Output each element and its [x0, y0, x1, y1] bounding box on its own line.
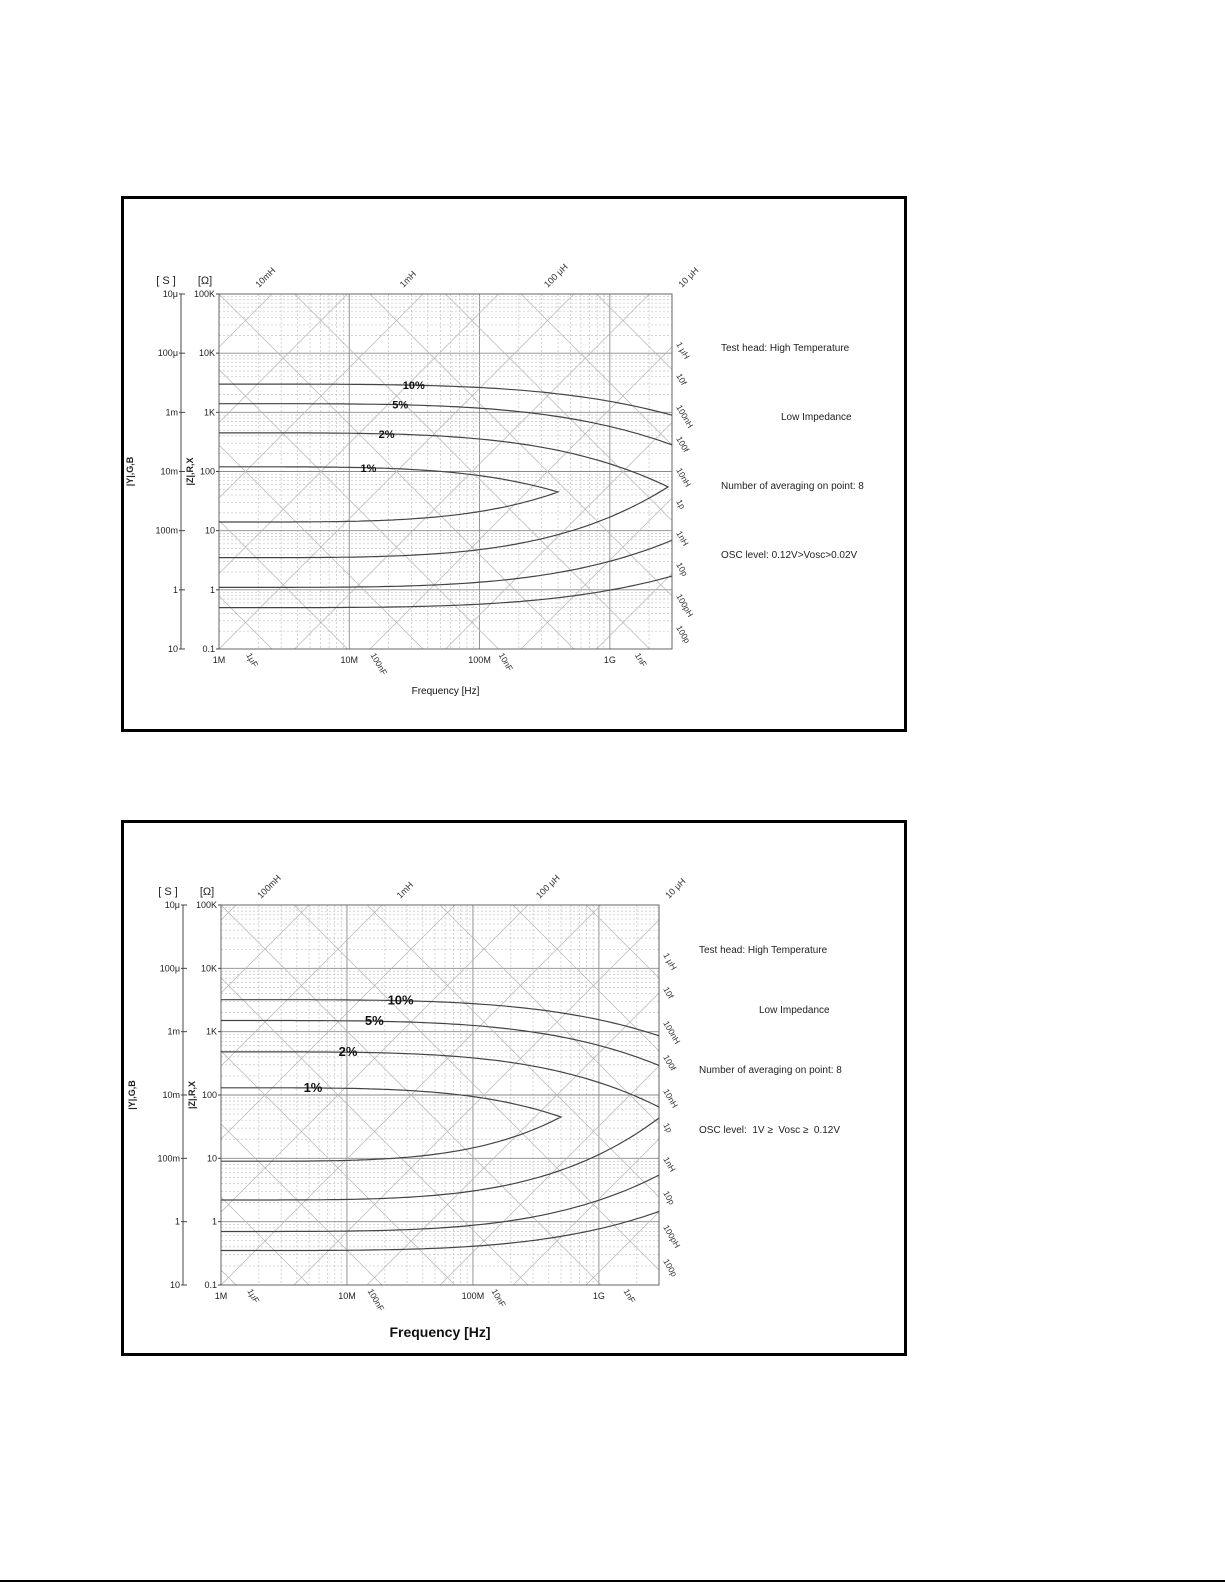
lc-right-label: 10nH — [674, 466, 694, 489]
capacitance-line — [294, 905, 750, 1353]
impedance-tick-label: 1 — [209, 584, 215, 595]
lc-right-label: 100nH — [674, 403, 696, 430]
admittance-tick-label: 100μ — [157, 348, 178, 359]
frequency-axis-title: Frequency [Hz] — [389, 1324, 491, 1340]
impedance-tick-label: 100K — [195, 900, 217, 910]
lc-right-label: 1p — [674, 497, 688, 511]
capacitance-line — [124, 905, 239, 1353]
inductance-top-label: 100 μH — [534, 872, 562, 901]
page-bottom-rule — [0, 1580, 1225, 1582]
series-label: 10% — [402, 380, 425, 393]
chart-panel-2 — [121, 820, 907, 1356]
impedance-unit-label: [Ω] — [199, 886, 215, 898]
impedance-tick-label: 100K — [193, 289, 215, 299]
accuracy-contours — [219, 384, 711, 607]
impedance-axis-title: |Z|,R,X — [187, 1080, 197, 1110]
info-line: OSC level: 1V ≥ Vosc ≥ 0.12V — [699, 1125, 841, 1136]
admittance-tick-label: 10m — [162, 1090, 180, 1100]
capacitance-bottom-label: 10nF — [496, 651, 516, 673]
capacitance-bottom-label: 100nF — [368, 651, 390, 677]
impedance-tick-label: 100 — [201, 1090, 217, 1100]
info-line: Low Impedance — [781, 412, 852, 423]
impedance-tick-label: 100 — [199, 466, 215, 477]
accuracy-contour-1pct — [221, 1088, 561, 1161]
test-conditions-2 — [699, 901, 842, 1181]
test-conditions-1 — [721, 291, 864, 613]
inductance-top-label: 10mH — [253, 265, 278, 290]
series-label: 1% — [303, 1079, 323, 1095]
admittance-tick-label: 1 — [174, 1216, 180, 1227]
admittance-tick-label: 10 — [167, 644, 178, 654]
impedance-tick-label: 10 — [206, 1153, 217, 1164]
frequency-tick-label: 1G — [592, 1291, 605, 1301]
accuracy-contour-10pct — [221, 1000, 697, 1251]
admittance-tick-label: 10μ — [164, 900, 180, 910]
lc-right-label: 1nH — [674, 529, 691, 548]
inductance-top-label: 100 μH — [542, 261, 570, 290]
info-line: Test head: High Temperature — [721, 343, 850, 354]
lc-right-label: 100p — [674, 623, 693, 645]
frequency-axis-title: Frequency [Hz] — [411, 686, 480, 697]
capacitance-bottom-label: 1μF — [245, 1287, 262, 1305]
capacitance-bottom-label: 1μF — [244, 651, 261, 669]
admittance-tick-label: 1 — [172, 584, 178, 595]
capacitance-line — [221, 905, 680, 1353]
lc-right-label: 10f — [661, 985, 676, 1001]
lc-right-label: 100f — [674, 434, 692, 454]
accuracy-contour-2pct — [221, 1052, 667, 1200]
lc-right-label: 10p — [661, 1189, 678, 1207]
impedance-tick-label: 1K — [205, 1026, 217, 1037]
inductance-top-label: 10 μH — [663, 876, 688, 901]
series-label: 2% — [378, 428, 395, 441]
capacitance-line — [124, 905, 312, 1353]
lc-right-label: 100pH — [661, 1223, 683, 1250]
inductance-top-label: 1mH — [397, 268, 419, 290]
impedance-tick-label: 1 — [211, 1216, 217, 1227]
impedance-tick-label: 1K — [203, 407, 215, 418]
inductance-top-label: 10 μH — [676, 265, 701, 290]
impedance-tick-label: 0.1 — [202, 644, 215, 654]
inductance-top-label: 1mH — [394, 879, 416, 901]
impedance-unit-label: [Ω] — [197, 275, 213, 287]
series-label: 1% — [360, 462, 377, 475]
impedance-tick-label: 10 — [204, 525, 215, 536]
admittance-tick-label: 1m — [165, 407, 178, 418]
accuracy-contours — [221, 1000, 697, 1251]
info-line: Low Impedance — [759, 1005, 830, 1016]
lc-right-label: 100f — [661, 1053, 679, 1073]
inductance-line — [124, 829, 312, 1285]
frequency-tick-label: 1M — [214, 1291, 228, 1301]
frequency-tick-label: 1G — [603, 655, 616, 665]
lc-right-label: 100pH — [674, 592, 696, 619]
capacitance-bottom-label: 1nF — [632, 651, 649, 669]
admittance-axis-title: |Y|,G,B — [127, 1080, 137, 1110]
impedance-axis-title: |Z|,R,X — [185, 457, 195, 486]
admittance-tick-label: 1m — [167, 1026, 180, 1037]
series-label: 5% — [392, 399, 409, 412]
lc-right-label: 100p — [661, 1257, 680, 1279]
impedance-tick-label: 0.1 — [204, 1280, 217, 1290]
info-line: OSC level: 0.12V>Vosc>0.02V — [721, 550, 858, 561]
admittance-tick-label: 100m — [155, 525, 178, 536]
admittance-unit-label: [ S ] — [158, 886, 178, 898]
accuracy-contour-10pct — [219, 384, 711, 607]
frequency-tick-label: 10M — [340, 655, 359, 665]
frequency-tick-label: 100M — [461, 1291, 485, 1301]
lc-right-label: 10nH — [661, 1087, 681, 1110]
capacitance-bottom-label: 10nF — [489, 1287, 508, 1309]
frequency-tick-label: 10M — [338, 1291, 356, 1301]
accuracy-contour-5pct — [219, 404, 711, 588]
capacitance-line — [124, 294, 494, 720]
admittance-axis-title: |Y|,G,B — [125, 456, 135, 487]
lc-right-label: 10p — [674, 560, 691, 578]
lc-right-label: 1 μH — [674, 340, 692, 361]
lc-right-label: 1p — [661, 1121, 675, 1135]
capacitance-bottom-label: 1nF — [621, 1287, 638, 1305]
admittance-tick-label: 10μ — [162, 289, 178, 299]
admittance-tick-label: 100μ — [159, 963, 180, 974]
info-line: Test head: High Temperature — [699, 945, 828, 956]
inductance-line — [124, 223, 268, 649]
series-label: 2% — [338, 1044, 358, 1060]
frequency-tick-label: 1M — [212, 655, 226, 665]
lc-right-label: 10f — [674, 371, 689, 387]
admittance-tick-label: 10 — [169, 1280, 180, 1290]
lc-right-label: 1 μH — [661, 951, 679, 972]
info-line: Number of averaging on point: 8 — [721, 481, 864, 492]
lc-right-label: 1nH — [661, 1155, 678, 1174]
info-line: Number of averaging on point: 8 — [699, 1065, 842, 1076]
impedance-tick-label: 10K — [198, 348, 215, 359]
lc-right-label: 100nH — [661, 1019, 683, 1046]
chart-panel-1 — [121, 196, 907, 732]
frequency-tick-label: 100M — [468, 655, 491, 665]
inductance-top-label: 100mH — [255, 872, 283, 901]
admittance-tick-label: 100m — [157, 1153, 180, 1164]
series-label: 5% — [364, 1013, 384, 1029]
series-label: 10% — [387, 992, 414, 1008]
capacitance-bottom-label: 100nF — [365, 1287, 387, 1313]
admittance-tick-label: 10m — [160, 466, 178, 477]
impedance-tick-label: 10K — [200, 963, 217, 974]
admittance-unit-label: [ S ] — [156, 275, 176, 287]
